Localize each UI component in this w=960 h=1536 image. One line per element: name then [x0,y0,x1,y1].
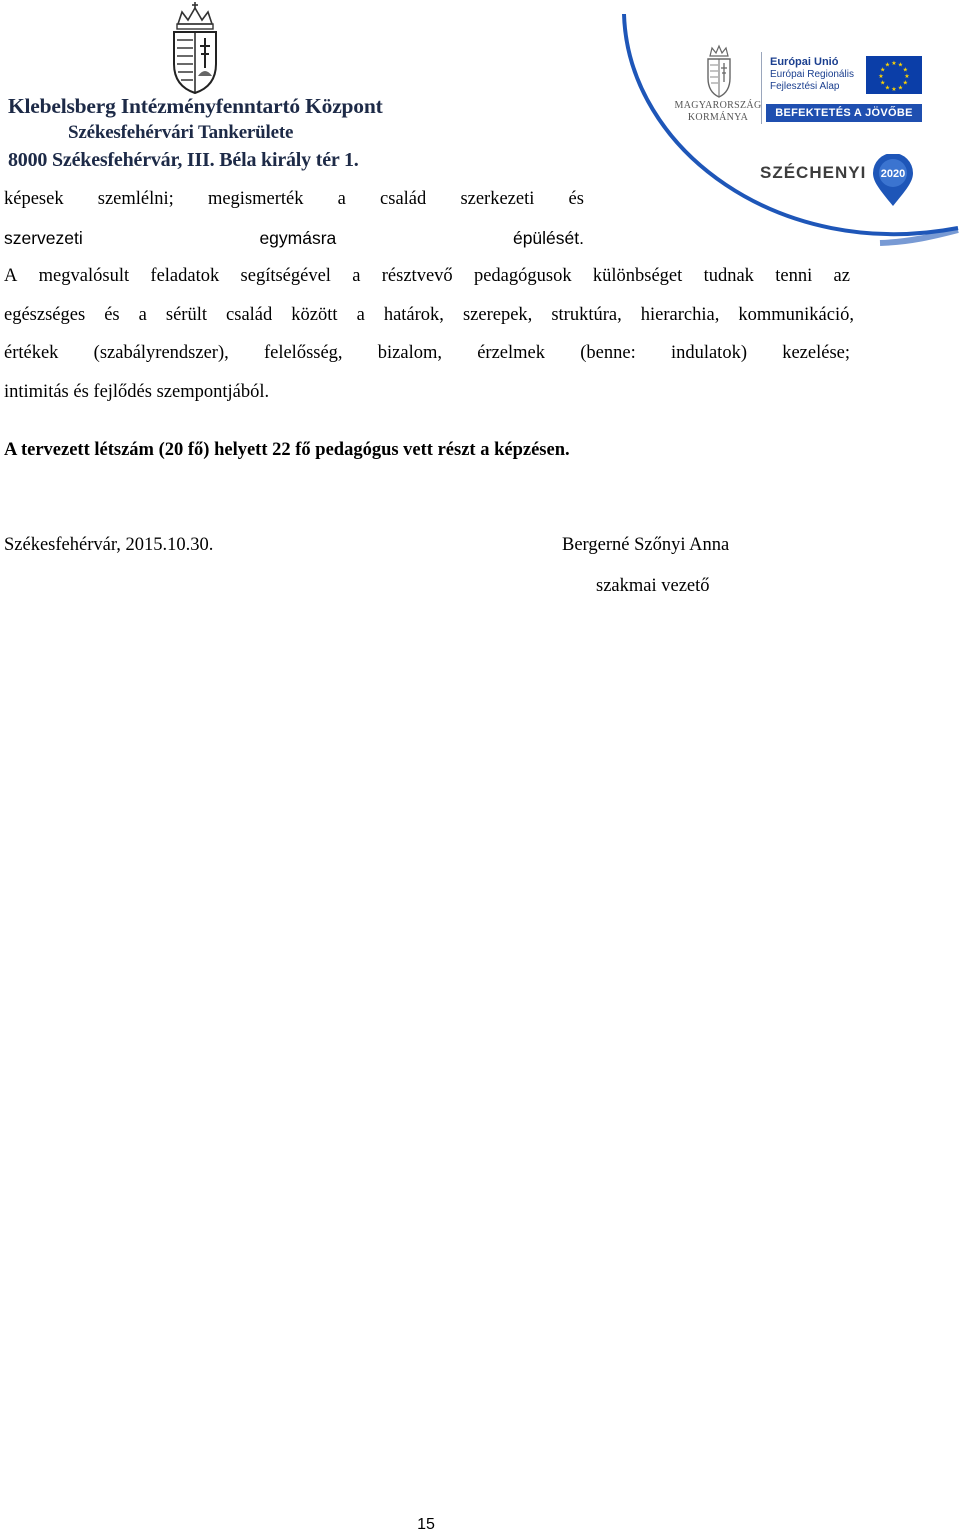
word: az [833,266,850,286]
word: (szabályrendszer), [93,343,229,363]
word: tudnak [703,266,754,286]
word: a [356,305,365,325]
word: kommunikáció, [738,305,854,325]
word: a [337,189,346,209]
word: képesek [4,189,64,209]
government-label-line2: KORMÁNYA [687,112,749,123]
word: család [226,305,273,325]
word: szerepek, [462,305,533,325]
svg-text:★: ★ [902,79,908,87]
word: felelősség, [263,343,343,363]
word: család [380,189,427,209]
word: érzelmek [477,343,546,363]
word: értékek [4,343,59,363]
word: és [104,305,120,325]
word: különbséget [592,266,683,286]
word: szerkezeti [460,189,535,209]
svg-text:★: ★ [878,73,884,80]
paragraph-line-5 [4,342,850,364]
svg-text:★: ★ [880,66,886,74]
word: feladatok [150,266,220,286]
eu-label-line2: Európai Regionális [770,69,854,80]
paragraph-line-4 [4,304,854,326]
szechenyi-label: SZÉCHENYI [760,163,867,182]
word: tenni [775,266,813,286]
word: szervezeti [4,228,83,248]
paragraph-line-1 [4,188,584,210]
word: segítségével [240,266,331,286]
eu-flag-icon [866,56,922,94]
word: egymásra [259,228,337,248]
page-number: 15 [417,1516,435,1533]
word: egészséges [4,305,86,325]
paragraph-line-3 [4,265,850,287]
word: indulatok) [670,343,747,363]
eu-label-line3: Fejlesztési Alap [770,81,840,92]
word: sérült [165,305,207,325]
szechenyi-2020-pin-icon [872,154,914,208]
word: pedagógusok [473,266,572,286]
word: épülését. [512,228,584,248]
place-date: Székesfehérvár, 2015.10.30. [4,535,214,555]
organization-name: Klebelsberg Intézményfenntartó Központ [8,94,383,118]
svg-text:★: ★ [897,61,904,69]
svg-text:★: ★ [902,66,908,74]
szechenyi-badge-text: 2020 [880,168,906,180]
paragraph-line-6: intimitás és fejlődés szempontjából. [4,382,270,402]
svg-text:★: ★ [897,84,904,92]
word: a [352,266,361,286]
participants-statement: A tervezett létszám (20 fő) helyett 22 fő pedagógus vett részt a képzésen. [4,440,570,460]
word: szemlélni; [97,189,174,209]
svg-text:★: ★ [880,79,886,87]
eu-label-line1: Európai Unió [770,56,839,68]
svg-text:★: ★ [891,60,897,67]
word: között [291,305,338,325]
word: (benne: [580,343,636,363]
word: kezelése; [782,343,850,363]
hungarian-crest-icon [704,44,734,98]
government-label-line1: MAGYARORSZÁG [674,100,762,111]
signer-name: Bergerné Szőnyi Anna [562,535,730,555]
coat-of-arms-icon [168,2,222,94]
invest-banner: BEFEKTETÉS A JÖVŐBE [766,104,922,122]
word: a [138,305,147,325]
word: bizalom, [377,343,442,363]
word: megismerték [207,189,304,209]
word: megvalósult [38,266,130,286]
decorative-arc [600,0,960,260]
word: és [568,189,584,209]
signer-title: szakmai vezető [596,576,710,596]
word: struktúra, [551,305,622,325]
word: résztvevő [381,266,453,286]
word: határok, [383,305,444,325]
paragraph-line-2 [4,227,584,249]
word: hierarchia, [640,305,720,325]
word: A [4,266,18,286]
svg-text:★: ★ [884,84,891,92]
logo-divider [761,52,762,124]
svg-text:★: ★ [904,73,910,80]
organization-district: Székesfehérvári Tankerülete [68,122,294,143]
svg-text:★: ★ [891,86,897,93]
organization-address: 8000 Székesfehérvár, III. Béla király tér 1. [8,149,359,171]
svg-text:★: ★ [884,61,891,69]
